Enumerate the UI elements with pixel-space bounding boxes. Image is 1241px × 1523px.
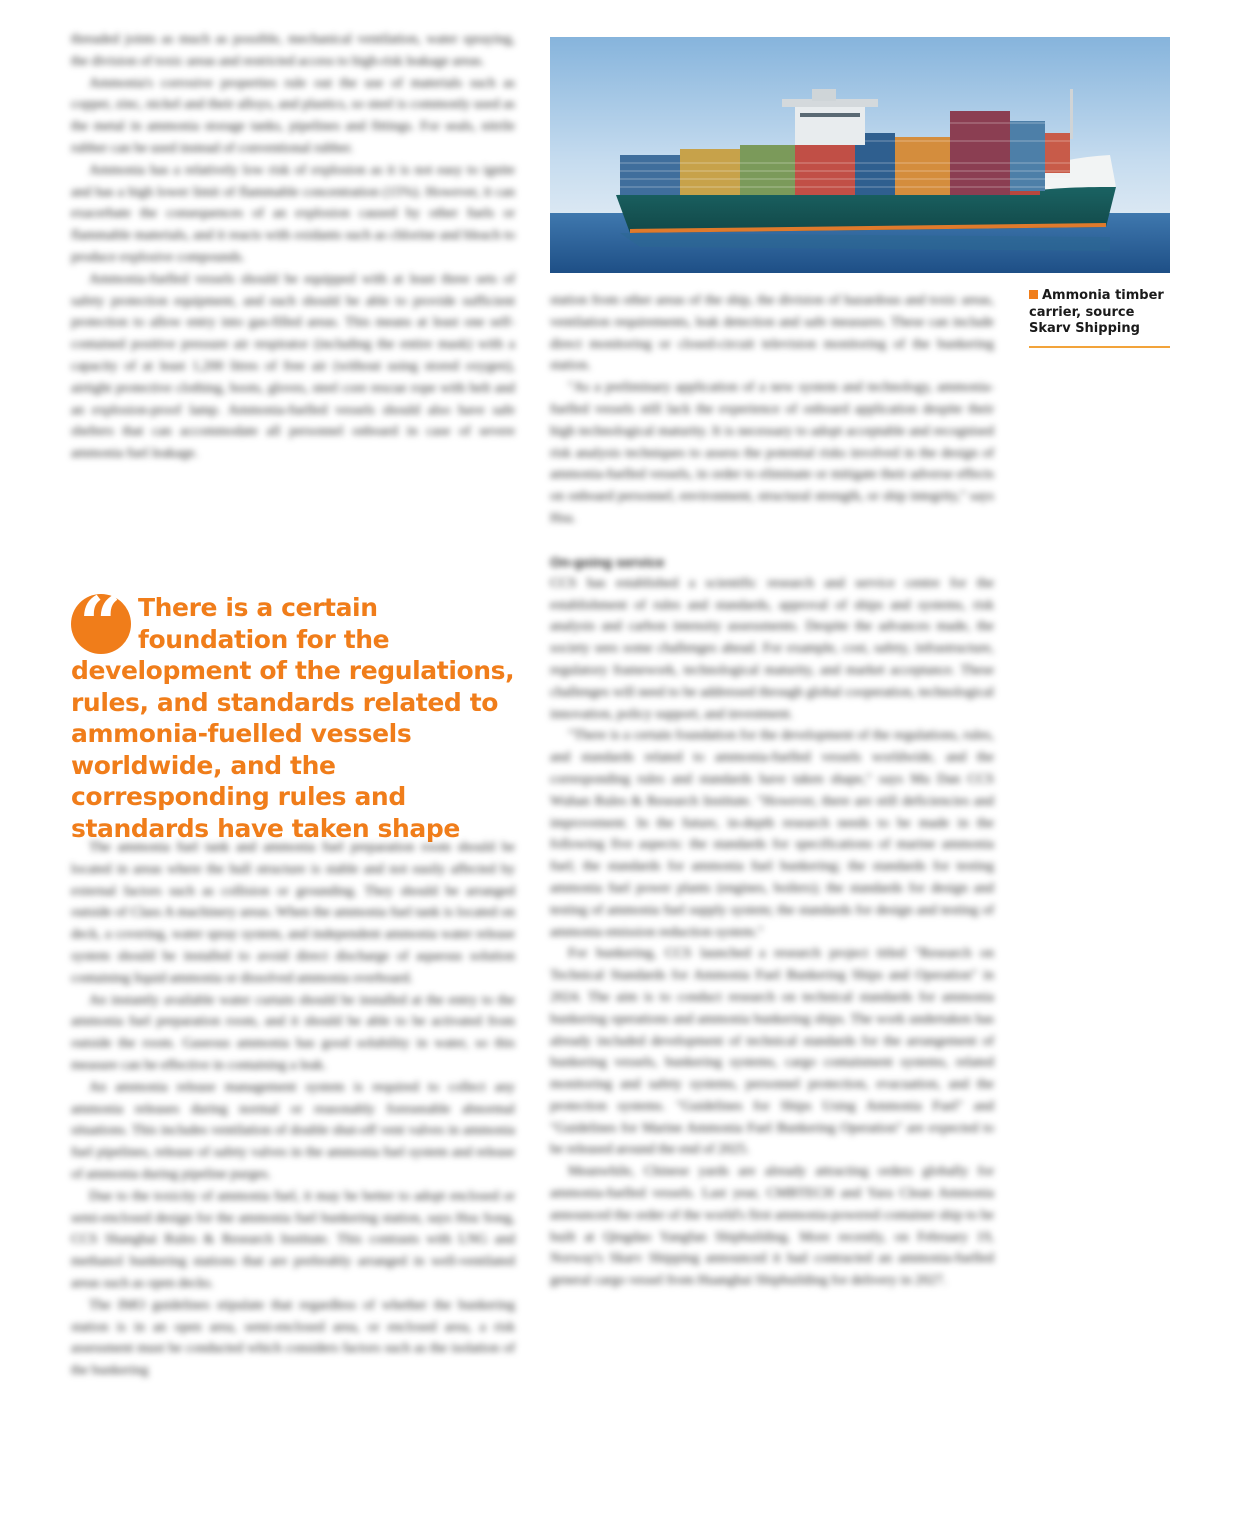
paragraph: An instantly available water curtain should be installed at the entry to the ammonia fuel preparation room, and it should be able to be activated from outside the room. Gaseous ammonia has good solubility in water, so this measure can be effective in containing a leak.: [71, 992, 515, 1073]
paragraph: The IMO guidelines stipulate that regardless of whether the bunkering station is in an open area, semi-enclosed area, or enclosed area, a risk assessment must be conducted which considers factors such as the isolation of the bunkering: [71, 1297, 515, 1379]
caption-square-icon: [1029, 290, 1038, 299]
paragraph: Meanwhile, Chinese yards are already attracting orders globally for ammonia-fuelled vessels. Last year, CMBTECH and Yara Clean Ammonia announced the order of the world's first ammonia-powered container ship to be built at Qingdao Yangfan Shipbuilding. More recently, on February 19, Norway's Skarv Shipping announced it had contracted an ammonia-fuelled general cargo vessel from Huanghai Shipbuilding for delivery in 2027.: [550, 1164, 994, 1289]
paragraph: "There is a certain foundation for the development of the regulations, rules, and standards related to ammonia-fuelled vessels worldwide, and the corresponding rules and standards have taken shape," says Mu Dan CCS Wuhan Rules & Research Institute. "However, there are still deficiencies and improvement. In the future, in-depth research needs to be made in the following five aspects: the standards for specifications of marine ammonia fuel; the standards for ammonia fuel bunkering; the standards for testing ammonia fuel power plants (engines, boilers); the standards for design and testing of ammonia fuel supply system; the standards for design and testing of ammonia emission reduction system.": [550, 728, 994, 940]
paragraph: CCS has established a scientific research and service centre for the establishment of rules and standards, approval of ships and systems, risk analysis and carbon intensity assessments. Despite the advances made, the society sees some challenges ahead. For example, cost, safety, infrastructure, regulatory framework, technological maturity, and market acceptance. These challenges will need to be addressed through global cooperation, technological innovation, policy support, and investment.: [550, 575, 994, 722]
paragraph: Ammonia has a relatively low risk of explosion as it is not easy to ignite and has a high lower limit of flammable concentration (15%). However, it can exacerbate the consequences of an explosion caused by other fuels or flammable materials, and it reacts with oxidants such as chlorine and bleach to produce explosive compounds.: [71, 162, 515, 265]
body-column-left-top: [71, 29, 515, 465]
paragraph: The ammonia fuel tank and ammonia fuel preparation room should be located in areas where the hull structure is stable and not easily affected by external factors such as collision or grounding. They should be arranged outside of Class A machinery areas. When the ammonia fuel tank is located on deck, a covering, water spray system, and independent ammonia water release system should be installed to avoid direct discharge of aqueous solution containing liquid ammonia or dissolved ammonia overboard.: [71, 840, 515, 986]
paragraph: station from other areas of the ship, the division of hazardous and toxic areas, ventilation requirements, leak detection and safe measures. These can include direct monitoring or closed-circuit television monitoring of the bunkering station.: [550, 293, 994, 374]
paragraph: Ammonia-fuelled vessels should be equipped with at least three sets of safety protection equipment, and each should be able to provide sufficient protection to allow entry into gas-filled areas. This means at least one self-contained positive pressure air respirator (including the entire mask) with a capacity of at least 1,200 litres of free air (without using stored oxygen), airtight protective clothing, boots, gloves, steel core rescue rope with belt and an explosion-proof lamp. Ammonia-fuelled vessels should also have safe shelters that can accommodate all personnel onboard in case of severe ammonia fuel leakage.: [71, 271, 515, 462]
pull-quote-text: There is a certain foundation for the development of the regulations, rules, and standards related to ammonia-fuelled vessels worldwide, and the corresponding rules and standards have taken shape: [71, 593, 515, 843]
body-column-left-bottom: [71, 837, 515, 1382]
pull-quote: [71, 582, 521, 844]
paragraph: threaded joints as much as possible, mechanical ventilation, water spraying, the division of toxic areas and restricted access to high-risk leakage areas.: [71, 32, 515, 69]
quote-mark-icon: “: [71, 594, 131, 654]
body-column-middle: [550, 290, 994, 1292]
paragraph: Due to the toxicity of ammonia fuel, it may be better to adopt enclosed or semi-enclosed design for the ammonia fuel bunkering station, says Hsu Song, CCS Shanghai Rules & Research Institute. This contrasts with LNG and methanol bunkering stations that are preferably arranged in well-ventilated areas such as open decks.: [71, 1188, 515, 1291]
paragraph: Ammonia's corrosive properties rule out the use of materials such as copper, zinc, nickel and their alloys, and plastics, so steel is commonly used as the metal in ammonia storage tanks, pipelines and fittings. For seals, nitrile rubber can be used instead of conventional rubber.: [71, 75, 515, 156]
paragraph: An ammonia release management system is required to collect any ammonia releases during normal or reasonably foreseeable abnormal situations. This includes ventilation of double shut-off vent valves in ammonia fuel pipelines, release of safety valves in the ammonia fuel system and release of ammonia during pipeline purges.: [71, 1079, 515, 1182]
paragraph: "As a preliminary application of a new system and technology, ammonia-fuelled vessels still lack the experience of onboard application despite their high technological maturity. It is necessary to adopt acceptable and recognised risk analysis techniques to assess the potential risks involved in the design of ammonia-fuelled vessels, in order to eliminate or mitigate their adverse effects on onboard personnel, environment, structural strength, or ship integrity," says Hsu.: [550, 380, 994, 526]
paragraph: For bunkering, CCS launched a research project titled "Research on Technical Standards for Ammonia Fuel Bunkering Ships and Operation" in 2024. The aim is to conduct research on technical standards for ammonia bunkering operations and ammonia bunkering ships. The work undertaken has already included development of technical standards for the arrangement of bunkering vessels, bunkering systems, cargo containment systems, related monitoring and safety systems, personnel protection, evacuation, and the protection systems. "Guidelines for Ships Using Ammonia Fuel" and "Guidelines for Marine Ammonia Fuel Bunkering Operation" are expected to be released around the end of 2025.: [550, 946, 994, 1158]
caption-text: Ammonia timber carrier, source Skarv Shipping: [1029, 288, 1164, 336]
ship-photo: [550, 37, 1170, 273]
section-heading: On-going service: [550, 553, 665, 570]
image-caption: [1029, 288, 1170, 348]
